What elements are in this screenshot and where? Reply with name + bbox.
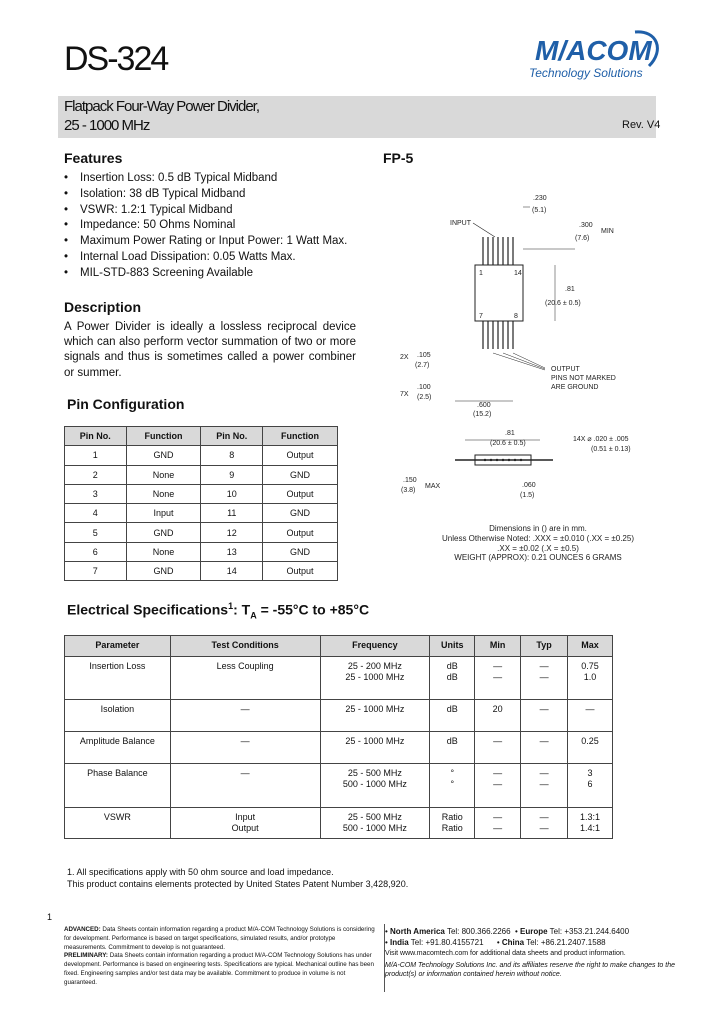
column-header: Function xyxy=(263,427,338,446)
pin-dia-mm: (0.51 ± 0.13) xyxy=(591,446,631,453)
table-cell: Amplitude Balance xyxy=(65,732,171,764)
product-title: Flatpack Four-Way Power Divider, xyxy=(64,98,260,115)
cell-line: 500 - 1000 MHz xyxy=(342,779,407,789)
table-cell: Output xyxy=(263,484,338,503)
column-header: Max xyxy=(568,636,613,657)
table-cell: None xyxy=(126,542,201,561)
table-cell: GND xyxy=(263,504,338,523)
table-cell xyxy=(475,808,521,839)
feature-item: • VSWR: 1.2:1 Typical Midband xyxy=(64,203,347,219)
dim-230: .230 xyxy=(533,195,547,202)
table-cell: None xyxy=(126,484,201,503)
table-row xyxy=(65,700,613,732)
product-frequency-range: 25 - 1000 MHz xyxy=(64,117,150,134)
height-dim-mm: (3.8) xyxy=(401,487,416,494)
table-cell xyxy=(521,808,568,839)
column-header: Parameter xyxy=(65,636,171,657)
advanced-label: ADVANCED: xyxy=(64,926,101,933)
dim-105: .105 xyxy=(417,352,431,359)
table-row xyxy=(65,523,338,542)
cell-line: 25 - 500 MHz xyxy=(347,812,402,822)
table-cell xyxy=(170,808,320,839)
table-row xyxy=(65,657,613,700)
table-row xyxy=(65,764,613,808)
pin-config-table xyxy=(64,426,338,581)
cell-line: Input xyxy=(235,812,256,822)
table-cell: VSWR xyxy=(65,808,171,839)
table-cell: 4 xyxy=(65,504,127,523)
contact-tel: Tel: +91.80.4155721 xyxy=(410,938,484,947)
table-row xyxy=(65,465,338,484)
column-header: Pin No. xyxy=(201,427,263,446)
output-note: OUTPUT xyxy=(551,366,580,373)
table-header-row xyxy=(65,636,613,657)
cell-line: 1.3:1 xyxy=(580,812,601,822)
table-cell: 0.25 xyxy=(568,732,613,764)
column-header: Units xyxy=(430,636,475,657)
revision-label: Rev. V4 xyxy=(622,119,661,131)
features-heading: Features xyxy=(64,150,123,166)
table-row xyxy=(65,504,338,523)
contact-region: China xyxy=(501,938,525,947)
table-cell: GND xyxy=(126,562,201,581)
column-header: Min xyxy=(475,636,521,657)
dim-100: .100 xyxy=(417,384,431,391)
table-cell xyxy=(475,764,521,808)
cell-line: dB xyxy=(446,661,458,671)
cell-line: 25 - 500 MHz xyxy=(347,768,402,778)
table-row xyxy=(65,542,338,561)
table-cell: 2 xyxy=(65,465,127,484)
table-cell: — xyxy=(521,732,568,764)
feature-item: • MIL-STD-883 Screening Available xyxy=(64,266,347,282)
cell-line: 6 xyxy=(587,779,593,789)
cell-line: Ratio xyxy=(441,812,463,822)
heading-text: : T xyxy=(233,601,251,618)
table-cell: Output xyxy=(263,523,338,542)
contact-region: India xyxy=(390,938,409,947)
lead-dim-mm: (1.5) xyxy=(520,492,535,499)
cell-line: 500 - 1000 MHz xyxy=(342,823,407,833)
cell-line: ° xyxy=(450,779,455,789)
table-cell: 1 xyxy=(65,446,127,465)
contact-tel: Tel: +86.21.2407.1588 xyxy=(526,938,606,947)
cell-line: — xyxy=(493,823,503,833)
cell-line: Output xyxy=(231,823,259,833)
table-row xyxy=(65,562,338,581)
table-cell: 13 xyxy=(201,542,263,561)
table-cell: GND xyxy=(126,523,201,542)
dim-100-tag: 7X xyxy=(400,391,409,398)
document-number: DS-324 xyxy=(64,40,168,78)
cell-line: — xyxy=(493,779,503,789)
page-number: 1 xyxy=(47,912,53,922)
table-cell: — xyxy=(170,700,320,732)
contact-region: North America xyxy=(390,927,445,936)
table-cell: 11 xyxy=(201,504,263,523)
cell-line: 1.4:1 xyxy=(580,823,601,833)
table-cell: — xyxy=(568,700,613,732)
table-cell: Output xyxy=(263,446,338,465)
rights-note: M/A-COM Technology Solutions Inc. and its affiliates reserve the right to make changes to the product(s) or information contained herein without notice. xyxy=(385,962,675,978)
table-cell: — xyxy=(170,732,320,764)
dim-600: .600 xyxy=(477,402,491,409)
logo-wordmark: M/ACOM xyxy=(535,35,652,66)
contact-region: Europe xyxy=(520,927,548,936)
pin-14-label: 14 xyxy=(514,270,522,277)
table-cell xyxy=(568,808,613,839)
macom-logo xyxy=(525,26,665,86)
dim-300: .300 xyxy=(579,222,593,229)
cell-line: — xyxy=(539,779,549,789)
table-cell: None xyxy=(126,465,201,484)
table-cell: GND xyxy=(263,465,338,484)
dim-min: MIN xyxy=(601,228,614,235)
cell-line: 0.75 xyxy=(581,661,599,671)
cell-line: 25 - 200 MHz xyxy=(347,661,402,671)
feature-item: • Impedance: 50 Ohms Nominal xyxy=(64,218,347,234)
package-heading: FP-5 xyxy=(383,150,414,166)
cell-line: ° xyxy=(450,768,455,778)
table-cell xyxy=(568,764,613,808)
table-cell: 8 xyxy=(201,446,263,465)
heading-subscript: A xyxy=(250,610,257,621)
table-cell xyxy=(320,808,430,839)
column-header: Typ xyxy=(521,636,568,657)
table-cell: — xyxy=(521,700,568,732)
dimensions-note-line: .XX = ±0.02 (.X = ±0.5) xyxy=(497,543,579,553)
dim-300-mm: (7.6) xyxy=(575,235,590,242)
pin-8-label: 8 xyxy=(514,313,518,320)
table-cell: GND xyxy=(263,542,338,561)
table-cell xyxy=(521,657,568,700)
contact-tel: Tel: +353.21.244.6400 xyxy=(549,927,630,936)
feature-item: • Insertion Loss: 0.5 dB Typical Midband xyxy=(64,171,347,187)
output-note: ARE GROUND xyxy=(551,384,599,391)
column-header: Function xyxy=(126,427,201,446)
pin-7-label: 7 xyxy=(479,313,483,320)
cell-line: — xyxy=(539,823,549,833)
description-heading: Description xyxy=(64,299,142,315)
feature-item: • Maximum Power Rating or Input Power: 1 Watt Max. xyxy=(64,234,347,250)
table-cell: 3 xyxy=(65,484,127,503)
column-header: Frequency xyxy=(320,636,430,657)
electrical-specs-table xyxy=(64,635,613,839)
table-row xyxy=(65,808,613,839)
table-cell: 6 xyxy=(65,542,127,561)
preliminary-label: PRELIMINARY: xyxy=(64,952,108,960)
table-cell: Phase Balance xyxy=(65,764,171,808)
table-cell: 10 xyxy=(201,484,263,503)
table-cell: 7 xyxy=(65,562,127,581)
side-dim-81: .81 xyxy=(505,430,515,437)
pin-1-label: 1 xyxy=(479,270,483,277)
table-cell xyxy=(320,657,430,700)
description-text: A Power Divider is ideally a lossless reciprocal device which can also perform vector summation of two or more signals and thus is sometimes called a power combiner or summer. xyxy=(64,321,356,379)
table-cell xyxy=(430,764,475,808)
table-cell xyxy=(320,764,430,808)
heading-text: = -55°C to +85°C xyxy=(256,601,370,618)
side-dim-81-mm: (20.6 ± 0.5) xyxy=(490,440,526,447)
table-cell: — xyxy=(475,732,521,764)
cell-line: — xyxy=(539,661,549,671)
table-cell: — xyxy=(170,764,320,808)
dim-230-mm: (5.1) xyxy=(532,207,547,214)
dimensions-note-line: Unless Otherwise Noted: .XXX = ±0.010 (.XX = ±0.25) xyxy=(442,533,634,543)
table-cell xyxy=(521,764,568,808)
height-dim: .150 xyxy=(403,477,417,484)
height-max: MAX xyxy=(425,483,441,490)
electrical-specs-heading xyxy=(67,601,369,620)
advanced-text: Data Sheets contain information regarding a product M/A-COM Technology Solutions is considering for development. Performance is based on target specifications, simulated results, and/or prototype measurements. Commitment to develop is not guaranteed. xyxy=(64,926,375,951)
website-note: Visit www.macomtech.com for additional data sheets and product information. xyxy=(385,950,626,957)
table-cell xyxy=(475,657,521,700)
feature-item: • Internal Load Dissipation: 0.05 Watts Max. xyxy=(64,250,347,266)
table-cell xyxy=(430,657,475,700)
footer-contacts: • North America Tel: 800.366.2266 • Europe Tel: +353.21.244.6400 • India Tel: +91.80.4155721 • China Tel: +86.21.2407.1588 Visit www.macomtech.com for additional data sheets and product information. M/A-COM Technology Solutions Inc. and its affiliates reserve the right to make changes to the product(s) or information contained herein without notice. xyxy=(385,926,685,979)
table-row xyxy=(65,446,338,465)
dim-105-mm: (2.7) xyxy=(415,362,430,369)
heading-footnote-ref: 1 xyxy=(228,601,234,611)
table-cell xyxy=(568,657,613,700)
cell-line: Less Coupling xyxy=(216,661,274,671)
cell-line: Ratio xyxy=(441,823,463,833)
column-header: Test Conditions xyxy=(170,636,320,657)
preliminary-text: Data Sheets contain information regarding a product M/A-COM Technology Solutions has under development. Performance is based on engineering tests. Specifications are typical. Mechanical outline has been fixed. Engineering samples and/or test data may be available. Commitment to produce in volume is not guaranteed. xyxy=(64,952,374,986)
dim-105-tag: 2X xyxy=(400,354,409,361)
output-note: PINS NOT MARKED xyxy=(551,375,616,382)
cell-line: — xyxy=(493,768,503,778)
table-header-row xyxy=(65,427,338,446)
table-cell: Isolation xyxy=(65,700,171,732)
dim-81: .81 xyxy=(565,286,575,293)
table-row xyxy=(65,732,613,764)
table-cell: Input xyxy=(126,504,201,523)
table-cell: 20 xyxy=(475,700,521,732)
pin-config-heading: Pin Configuration xyxy=(67,396,185,412)
dim-81-mm: (20.6 ± 0.5) xyxy=(545,300,581,307)
contact-tel: Tel: 800.366.2266 xyxy=(446,927,511,936)
spec-footnote: 1. All specifications apply with 50 ohm source and load impedance. xyxy=(67,867,334,877)
cell-line: — xyxy=(493,672,503,682)
cell-line: — xyxy=(493,661,503,671)
table-cell: 25 - 1000 MHz xyxy=(320,700,430,732)
feature-item: • Isolation: 38 dB Typical Midband xyxy=(64,187,347,203)
logo-tagline: Technology Solutions xyxy=(529,66,643,80)
table-cell: 5 xyxy=(65,523,127,542)
cell-line: 25 - 1000 MHz xyxy=(345,672,405,682)
cell-line: — xyxy=(539,768,549,778)
table-cell: Insertion Loss xyxy=(65,657,171,700)
cell-line: — xyxy=(493,812,503,822)
patent-note: This product contains elements protected by United States Patent Number 3,428,920. xyxy=(67,879,409,889)
table-cell: 12 xyxy=(201,523,263,542)
table-cell: 9 xyxy=(201,465,263,484)
cell-line: dB xyxy=(446,672,458,682)
package-outline-drawing xyxy=(395,183,665,578)
table-cell xyxy=(170,657,320,700)
dim-100-mm: (2.5) xyxy=(417,394,432,401)
input-label: INPUT xyxy=(450,220,471,227)
table-cell: GND xyxy=(126,446,201,465)
lead-dim: .060 xyxy=(522,482,536,489)
cell-line: — xyxy=(539,672,549,682)
table-cell: 14 xyxy=(201,562,263,581)
table-cell: Output xyxy=(263,562,338,581)
dim-600-mm: (15.2) xyxy=(473,411,492,418)
dimensions-note xyxy=(408,524,668,563)
features-list xyxy=(64,171,347,282)
table-cell xyxy=(430,808,475,839)
column-header: Pin No. xyxy=(65,427,127,446)
table-cell: dB xyxy=(430,700,475,732)
cell-line: 3 xyxy=(587,768,593,778)
footer-disclaimer xyxy=(64,926,378,988)
table-row xyxy=(65,484,338,503)
pin-dia: 14X ⌀ .020 ± .005 xyxy=(573,436,629,443)
cell-line: — xyxy=(539,812,549,822)
table-cell: 25 - 1000 MHz xyxy=(320,732,430,764)
cell-line: 1.0 xyxy=(583,672,597,682)
heading-text: Electrical Specifications xyxy=(67,601,229,618)
dimensions-note-line: Dimensions in () are in mm. xyxy=(489,524,587,533)
table-cell: dB xyxy=(430,732,475,764)
dimensions-note-line: WEIGHT (APPROX): 0.21 OUNCES 6 GRAMS xyxy=(454,553,622,563)
